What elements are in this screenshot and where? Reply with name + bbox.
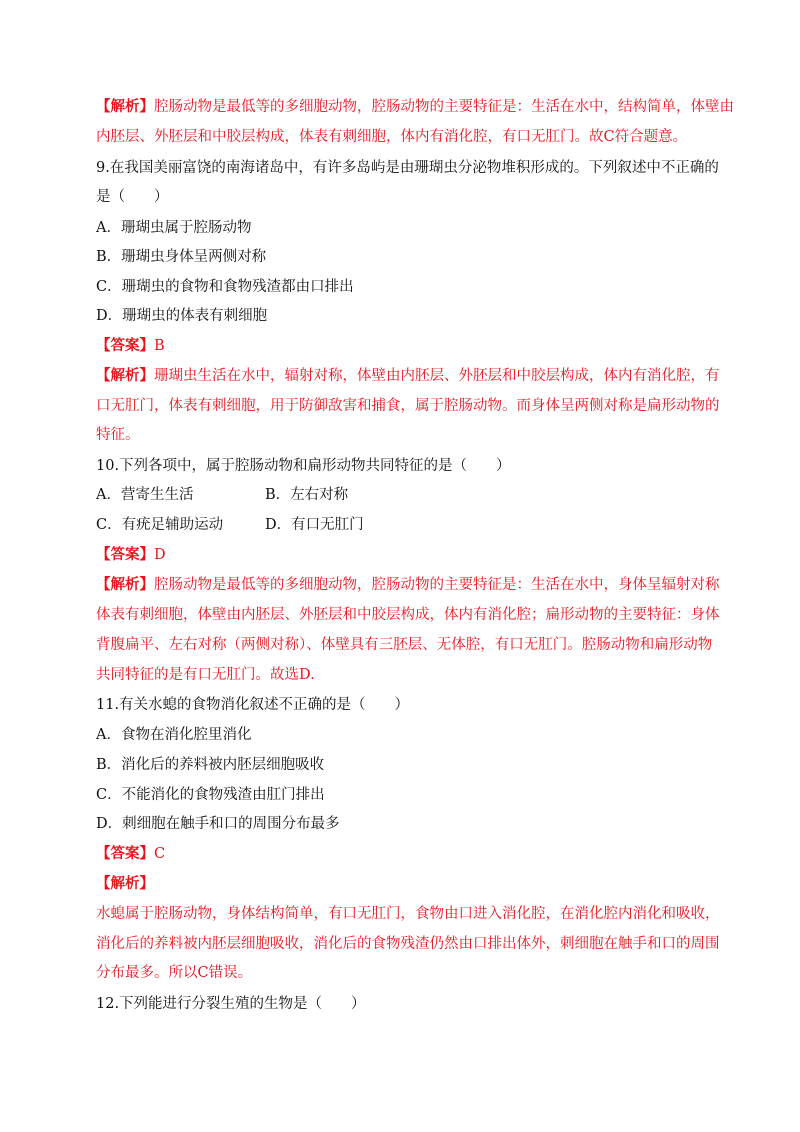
- q11-option-c: C．不能消化的食物残渣由肛门排出: [96, 787, 325, 803]
- q9-option-b: B．珊瑚虫身体呈两侧对称: [96, 249, 267, 265]
- q9-stem-line-2: 是（ ）: [96, 189, 169, 205]
- q9-analysis-line-3: 特征。: [96, 427, 140, 443]
- q10-analysis-line-2: 体表有刺细胞，体壁由内胚层、外胚层和中胶层构成，体内有消化腔；扁形动物的主要特征：身体: [96, 607, 720, 623]
- answer-value: D: [154, 547, 166, 563]
- q11-stem: 11.有关水螅的食物消化叙述不正确的是（ ）: [96, 697, 410, 713]
- q9-analysis-line-1: [96, 366, 720, 386]
- q11-analysis-line-2: 消化后的养料被内胚层细胞吸收，消化后的食物残渣仍然由口排出体外，刺细胞在触手和口的周围: [96, 936, 720, 952]
- analysis-tag: 【解析】: [96, 367, 154, 384]
- q10-option-a: A．营寄生生活: [96, 487, 194, 503]
- analysis-tag: 【解析】: [96, 98, 154, 115]
- answer-tag: 【答案】: [96, 337, 154, 354]
- q11-answer: [96, 844, 165, 864]
- q11-option-d: D．刺细胞在触手和口的周围分布最多: [96, 816, 340, 832]
- q9-option-d: D．珊瑚虫的体表有刺细胞: [96, 308, 268, 324]
- prev-analysis-line-1: [96, 97, 734, 117]
- q9-analysis-line-2: 口无肛门，体表有刺细胞，用于防御敌害和捕食，属于腔肠动物。而身体呈两侧对称是扁形动物的: [96, 398, 720, 414]
- q10-stem: 10.下列各项中，属于腔肠动物和扁形动物共同特征的是（ ）: [96, 458, 511, 474]
- analysis-text: 珊瑚虫生活在水中，辐射对称，体壁由内胚层、外胚层和中胶层构成，体内有消化腔，有: [154, 368, 720, 384]
- q11-option-a: A．食物在消化腔里消化: [96, 727, 252, 743]
- q9-stem-line-1: 9.在我国美丽富饶的南海诸岛中，有许多岛屿是由珊瑚虫分泌物堆积形成的。下列叙述中不正确的: [96, 160, 719, 176]
- q9-answer: [96, 336, 165, 356]
- analysis-text: 腔肠动物是最低等的多细胞动物，腔肠动物的主要特征是：生活在水中，身体呈辐射对称: [154, 577, 720, 593]
- q10-analysis-line-4: 共同特征的是有口无肛门。故选D.: [96, 667, 315, 683]
- answer-tag: 【答案】: [96, 845, 154, 862]
- q10-option-d: D．有口无肛门: [265, 517, 364, 533]
- prev-analysis-line-2: 内胚层、外胚层和中胶层构成，体表有刺细胞，体内有消化腔，有口无肛门。故C符合题意。: [96, 129, 688, 145]
- answer-value: B: [154, 338, 165, 354]
- q9-option-c: C．珊瑚虫的食物和食物残渣都由口排出: [96, 279, 354, 295]
- q10-option-c: C．有疣足辅助运动: [96, 517, 224, 533]
- q12-stem: 12.下列能进行分裂生殖的生物是（ ）: [96, 996, 366, 1012]
- analysis-tag: 【解析】: [96, 576, 154, 593]
- q11-option-b: B．消化后的养料被内胚层细胞吸收: [96, 757, 325, 773]
- q10-analysis-line-3: 背腹扁平、左右对称（两侧对称）、体壁具有三胚层、无体腔，有口无肛门。腔肠动物和扁形动物: [96, 637, 713, 653]
- analysis-text: 腔肠动物是最低等的多细胞动物，腔肠动物的主要特征是：生活在水中，结构简单，体壁由: [154, 99, 734, 115]
- q9-option-a: A．珊瑚虫属于腔肠动物: [96, 220, 252, 236]
- q10-answer: [96, 545, 166, 565]
- q11-analysis-tag: 【解析】: [96, 875, 154, 892]
- q11-analysis-line-1: 水螅属于腔肠动物，身体结构简单，有口无肛门，食物由口进入消化腔，在消化腔内消化和吸收，: [96, 906, 720, 922]
- q11-analysis-line-3: 分布最多。所以C错误。: [96, 965, 253, 981]
- q10-option-b: B．左右对称: [265, 487, 349, 503]
- answer-tag: 【答案】: [96, 546, 154, 563]
- answer-value: C: [154, 846, 166, 862]
- q10-analysis-line-1: [96, 575, 720, 595]
